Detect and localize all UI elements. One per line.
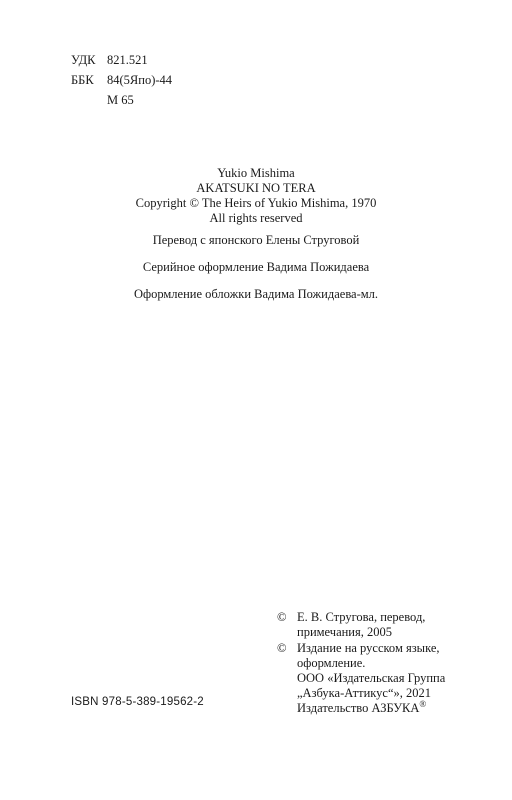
classification-block bbox=[71, 50, 172, 110]
udk-value: 821.521 bbox=[107, 52, 148, 67]
bbk-value: 84(5Япо)-44 bbox=[107, 72, 173, 87]
bbk-row bbox=[71, 70, 172, 90]
publisher-copyright-line: „Азбука-Аттикус“», 2021 bbox=[297, 686, 432, 700]
translator-copyright bbox=[277, 610, 497, 640]
copyright-symbol: © bbox=[277, 641, 287, 655]
udk-label: УДК bbox=[71, 52, 96, 67]
rights-reserved: All rights reserved bbox=[209, 211, 303, 225]
translation-credit: Перевод с японского Елены Струговой bbox=[152, 233, 360, 247]
translator-copyright-line: примечания, 2005 bbox=[297, 625, 392, 639]
publisher-copyright bbox=[277, 641, 497, 716]
copyright-block bbox=[277, 610, 497, 716]
publisher-copyright-line: ООО «Издательская Группа bbox=[297, 671, 446, 685]
udk-row bbox=[71, 50, 172, 70]
author-mark: М 65 bbox=[107, 92, 134, 107]
publisher-copyright-line bbox=[297, 698, 445, 716]
cover-design-credit: Оформление обложки Вадима Пожидаева-мл. bbox=[133, 287, 379, 301]
publisher-copyright-line: оформление. bbox=[297, 656, 366, 670]
registered-mark: ® bbox=[419, 698, 427, 709]
original-copyright: Copyright © The Heirs of Yukio Mishima, 1970 bbox=[135, 196, 377, 210]
publisher-copyright-line: Издание на русском языке, bbox=[297, 641, 440, 655]
isbn: ISBN 978-5-389-19562-2 bbox=[71, 696, 204, 708]
copyright-symbol: © bbox=[277, 610, 287, 624]
original-rights-block bbox=[0, 166, 512, 226]
translator-copyright-line: Е. В. Стругова, перевод, bbox=[297, 610, 426, 624]
publisher-name: Издательство АЗБУКА bbox=[297, 701, 420, 715]
bbk-label: ББК bbox=[71, 72, 94, 87]
series-design-credit: Серийное оформление Вадима Пожидаева bbox=[142, 260, 370, 274]
original-author: Yukio Mishima bbox=[217, 166, 295, 180]
original-title: AKATSUKI NO TERA bbox=[196, 181, 316, 195]
